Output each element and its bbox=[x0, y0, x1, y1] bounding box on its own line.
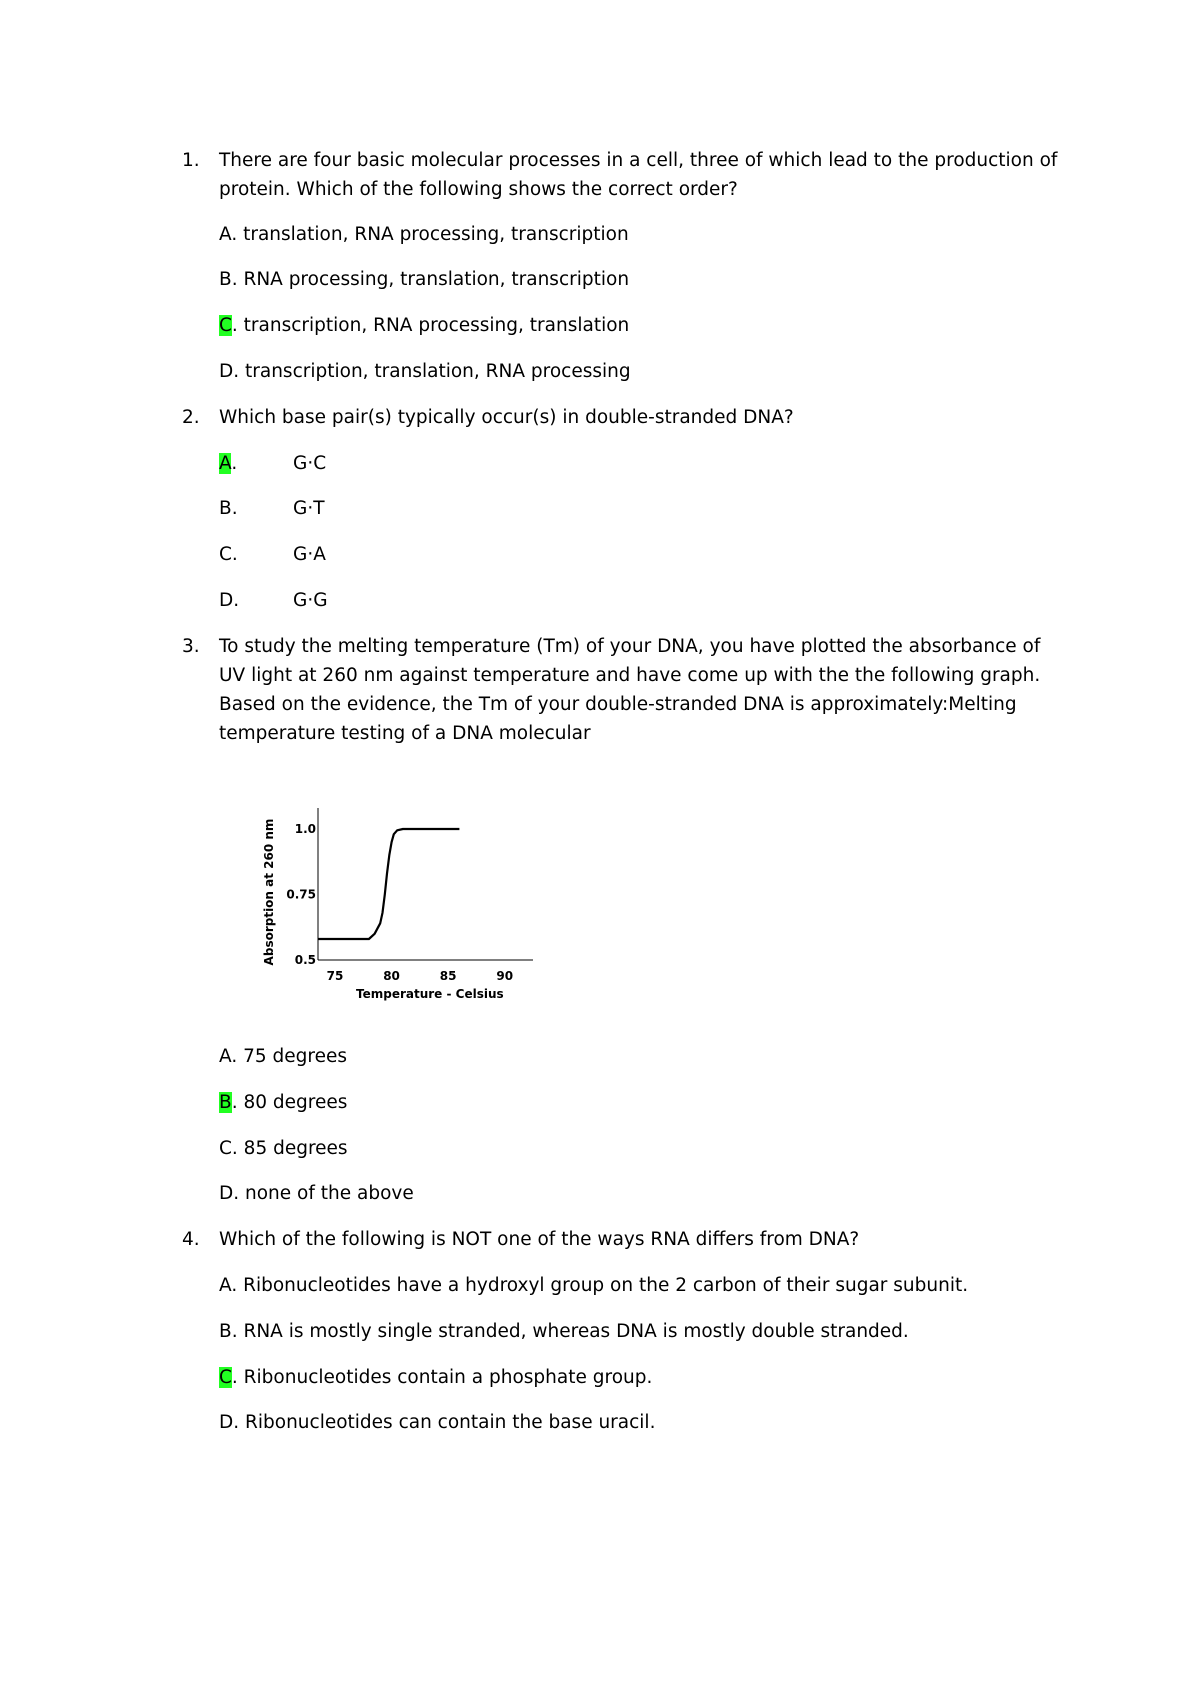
q4-option-d bbox=[219, 1408, 655, 1437]
q3-option-a-text: . 75 degrees bbox=[231, 1046, 347, 1067]
q1-option-b-letter: B bbox=[219, 269, 232, 290]
q2-option-b-pair: G·T bbox=[293, 498, 325, 519]
q2-option-d-pair: G·G bbox=[293, 590, 328, 611]
q2-option-b bbox=[219, 494, 325, 523]
q1-option-a-letter: A bbox=[219, 224, 232, 245]
q1-option-d-text: . transcription, translation, RNA processing bbox=[233, 361, 631, 382]
q3-option-c-letter: C bbox=[219, 1138, 232, 1159]
q2-option-d-dot: . bbox=[233, 590, 240, 611]
q2-option-a-letter-highlighted: A bbox=[219, 453, 232, 474]
q4-option-d-letter: D bbox=[219, 1412, 234, 1433]
x-tick-label: 75 bbox=[326, 969, 344, 983]
q4-option-c-text: . Ribonucleotides contain a phosphate group. bbox=[231, 1367, 653, 1388]
question-3-text: To study the melting temperature (Tm) of your DNA, you have plotted the absorbance of UV light at 260 nm against temperature and have come up with the the following graph. Based on the evidence, the Tm of your double-stranded DNA is approximately:Melting temperature testing of a DNA molecular bbox=[219, 636, 1041, 744]
q1-option-d-letter: D bbox=[219, 361, 234, 382]
q1-option-b bbox=[219, 265, 629, 294]
question-4-number: 4. bbox=[182, 1229, 200, 1250]
q1-option-d bbox=[219, 357, 631, 386]
melting-curve-line bbox=[318, 829, 459, 939]
x-axis-label: Temperature - Celsius bbox=[356, 987, 504, 1001]
q4-option-b bbox=[219, 1317, 909, 1346]
q2-option-c-dot: . bbox=[231, 544, 238, 565]
q2-option-b-dot: . bbox=[231, 498, 238, 519]
q1-option-c-letter-highlighted: C bbox=[219, 315, 232, 336]
q3-option-d-letter: D bbox=[219, 1183, 234, 1204]
q1-option-c bbox=[219, 311, 629, 340]
q2-option-c-pair: G·A bbox=[293, 544, 326, 565]
q1-option-a bbox=[219, 220, 629, 249]
question-1-text: There are four basic molecular processes in a cell, three of which lead to the production of protein. Which of the following shows the correct order? bbox=[219, 150, 1058, 200]
q2-option-c-letter: C bbox=[219, 544, 232, 565]
q4-option-c bbox=[219, 1363, 652, 1392]
q1-option-b-text: . RNA processing, translation, transcription bbox=[231, 269, 630, 290]
q3-option-a-letter: A bbox=[219, 1046, 232, 1067]
q4-option-b-letter: B bbox=[219, 1321, 232, 1342]
y-axis-label: Absorption at 260 nm bbox=[262, 818, 276, 966]
q2-option-d bbox=[219, 586, 328, 615]
q3-option-d bbox=[219, 1179, 414, 1208]
q1-option-c-text: . transcription, RNA processing, translation bbox=[231, 315, 630, 336]
q3-option-c bbox=[219, 1134, 348, 1163]
q3-option-b-letter-highlighted: B bbox=[219, 1092, 232, 1113]
q3-option-b-text: . 80 degrees bbox=[231, 1092, 348, 1113]
question-4-text: Which of the following is NOT one of the ways RNA differs from DNA? bbox=[219, 1229, 860, 1250]
question-1-number: 1. bbox=[182, 150, 200, 171]
q2-option-a bbox=[219, 449, 327, 478]
x-tick-label: 90 bbox=[496, 969, 514, 983]
melting-curve-chart bbox=[258, 800, 538, 1010]
q4-option-d-text: . Ribonucleotides can contain the base uracil. bbox=[233, 1412, 656, 1433]
q2-option-c bbox=[219, 540, 326, 569]
q2-option-a-pair: G·C bbox=[293, 453, 327, 474]
q4-option-a-letter: A bbox=[219, 1275, 232, 1296]
question-2-number: 2. bbox=[182, 407, 200, 428]
q3-option-b bbox=[219, 1088, 347, 1117]
q1-option-a-text: . translation, RNA processing, transcription bbox=[231, 224, 629, 245]
y-tick-label: 0.5 bbox=[294, 953, 316, 967]
y-tick-label: 1.0 bbox=[294, 821, 316, 836]
y-tick-label: 0.75 bbox=[286, 887, 316, 902]
q2-option-d-letter: D bbox=[219, 590, 234, 611]
question-3-number: 3. bbox=[182, 636, 200, 657]
q3-option-a bbox=[219, 1042, 347, 1071]
question-2-text: Which base pair(s) typically occur(s) in double-stranded DNA? bbox=[219, 407, 794, 428]
q3-option-c-text: . 85 degrees bbox=[231, 1138, 348, 1159]
q4-option-b-text: . RNA is mostly single stranded, whereas DNA is mostly double stranded. bbox=[231, 1321, 909, 1342]
q4-option-a bbox=[219, 1271, 968, 1300]
q4-option-c-letter-highlighted: C bbox=[219, 1367, 232, 1388]
x-tick-label: 85 bbox=[439, 969, 457, 983]
q3-option-d-text: . none of the above bbox=[233, 1183, 414, 1204]
melting-curve-svg bbox=[258, 800, 538, 1010]
q2-option-a-dot: . bbox=[231, 453, 238, 474]
q4-option-a-text: . Ribonucleotides have a hydroxyl group on the 2 carbon of their sugar subunit. bbox=[231, 1275, 969, 1296]
x-tick-label: 80 bbox=[383, 969, 400, 983]
q2-option-b-letter: B bbox=[219, 498, 232, 519]
